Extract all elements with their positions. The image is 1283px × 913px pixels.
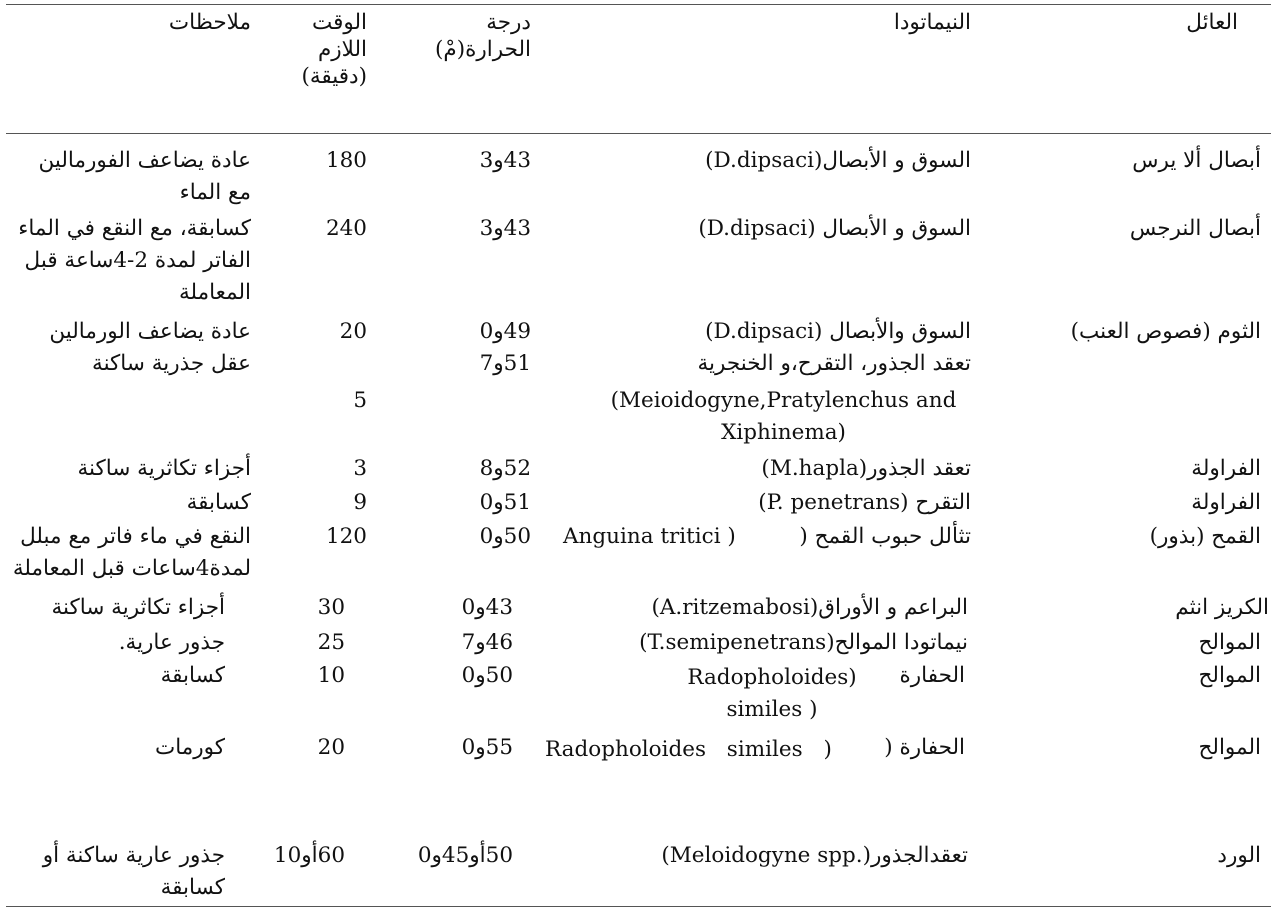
table-row-time: 25 <box>317 630 345 655</box>
table-row-host: الفراولة <box>1191 456 1261 481</box>
table-row-notes: جذور عارية ساكنة أو كسابقة <box>42 843 225 900</box>
table-row-time: 30 <box>317 595 345 620</box>
table-row-temperature: 51و0 <box>479 490 531 515</box>
table-row-temperature: 43و3 <box>479 216 531 241</box>
table-row-time: 10 <box>317 663 345 688</box>
table-row-nematode: تعقدالجذور(.Meloidogyne spp) <box>661 843 968 868</box>
table-row-notes: أجزاء تكاثرية ساكنة <box>51 595 225 620</box>
table-row-notes: جذور عارية. <box>118 630 225 655</box>
table-row-time: 3 <box>353 456 367 481</box>
table-row-nematode: الحفارة <box>899 663 965 688</box>
table-row-temperature: 46و7 <box>461 630 513 655</box>
table-row-notes: كورمات <box>154 735 225 760</box>
header-temperature: درجة الحرارة(مْ) <box>435 10 531 62</box>
table-row-nematode-latin: (Meioidogyne,Pratylenchus and Xiphinema) <box>610 388 957 445</box>
table-row-host: الموالح <box>1198 735 1261 760</box>
table-row-nematode: تثألل حبوب القمح ( <box>799 524 971 549</box>
table-row-time: 60أو10 <box>273 843 345 868</box>
table-row-nematode: السوق والأبصال (D.dipsaci) <box>705 319 971 344</box>
table-row-host: الورد <box>1217 843 1261 868</box>
table-row-time: 5 <box>353 388 367 413</box>
table-row-temperature: 43و0 <box>461 595 513 620</box>
table-row-notes: كسابقة <box>186 490 251 515</box>
table-top-rule <box>6 4 1271 5</box>
table-row-nematode: نيماتودا الموالح(T.semipenetrans) <box>639 630 968 655</box>
table-row-temperature: 49و0 <box>479 319 531 344</box>
table-row-nematode: البراعم و الأوراق(A.ritzemabosi) <box>651 595 968 620</box>
table-row-notes: عادة يضاعف الفورمالين مع الماء <box>38 148 251 205</box>
table-row-nematode: الحفارة ( <box>884 735 965 760</box>
table-row-host: الثوم (فصوص العنب) <box>1070 319 1261 344</box>
table-row-nematode-latin: Radopholoides similes ) <box>545 737 832 762</box>
table-row-host: الموالح <box>1198 663 1261 688</box>
table-row-notes: كسابقة، مع النقع في الماء الفاتر لمدة 2-4ساعة قبل المعاملة <box>18 216 251 305</box>
table-row-notes: كسابقة <box>160 663 225 688</box>
header-nematode: النيماتودا <box>893 10 971 35</box>
table-row-notes: عقل جذرية ساكنة <box>92 351 251 376</box>
table-row-time: 120 <box>325 524 367 549</box>
table-row-nematode: التقرح (P. penetrans) <box>758 490 971 515</box>
table-row-notes: عادة يضاعف الورمالين <box>49 319 251 344</box>
table-row-nematode-latin: Anguina tritici ) <box>563 524 736 549</box>
table-row-notes: أجزاء تكاثرية ساكنة <box>77 456 251 481</box>
header-time: الوقت اللازم (دقيقة) <box>301 10 367 89</box>
table-row-temperature: 50و0 <box>461 663 513 688</box>
table-row-host: الفراولة <box>1191 490 1261 515</box>
header-notes: ملاحظات <box>168 10 251 35</box>
table-row-temperature: 52و8 <box>479 456 531 481</box>
table-row-temperature: 50و0 <box>479 524 531 549</box>
table-row-time: 180 <box>325 148 367 173</box>
header-bottom-rule <box>6 133 1271 134</box>
table-row-time: 240 <box>325 216 367 241</box>
table-bottom-rule <box>6 906 1271 907</box>
header-host: العائل <box>1186 10 1238 35</box>
table-row-host: الموالح <box>1198 630 1261 655</box>
table-row-nematode: السوق و الأبصال(D.dipsaci) <box>705 148 971 173</box>
table-row-nematode-latin: Radopholoides) similes ) <box>687 665 857 722</box>
table-row-host: القمح (بذور) <box>1149 524 1261 549</box>
table-row-temperature: 55و0 <box>461 735 513 760</box>
table-row-time: 20 <box>317 735 345 760</box>
table-row-temperature: 51و7 <box>479 351 531 376</box>
table-row-host: الكريز انثم <box>1175 595 1269 620</box>
table-row-host: أبصال ألا يرس <box>1132 148 1261 173</box>
table-row-notes: النقع في ماء فاتر مع مبلل لمدة4ساعات قبل المعاملة <box>12 524 251 581</box>
table-row-nematode: السوق و الأبصال (D.dipsaci) <box>698 216 971 241</box>
table-row-nematode: تعقد الجذور، التقرح،و الخنجرية <box>697 351 971 376</box>
table-row-temperature: 43و3 <box>479 148 531 173</box>
table-row-host: أبصال النرجس <box>1129 216 1261 241</box>
table-row-time: 9 <box>353 490 367 515</box>
table-row-temperature: 50أو45و0 <box>417 843 513 868</box>
table-row-time: 20 <box>339 319 367 344</box>
table-row-nematode: تعقد الجذور(M.hapla) <box>761 456 971 481</box>
